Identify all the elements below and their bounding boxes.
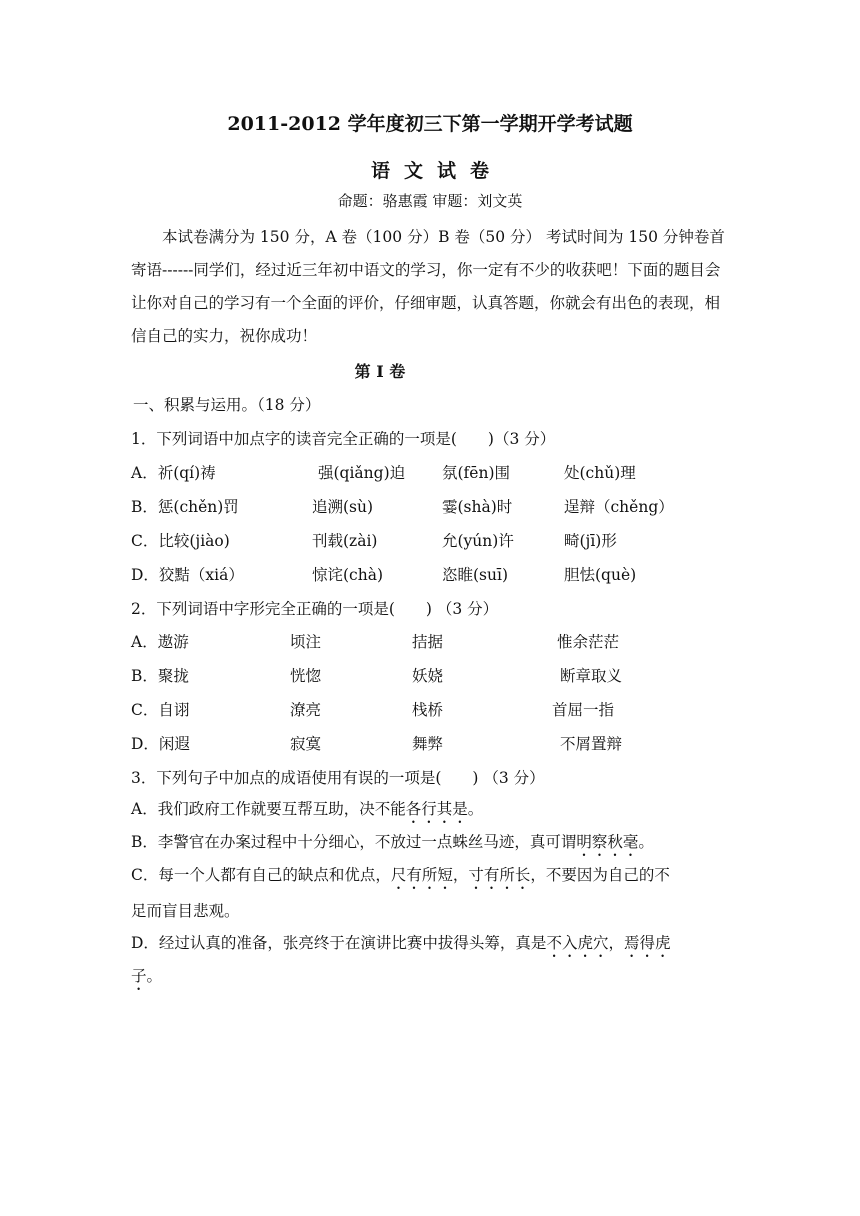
q3-option-a-idiom: 各行其是 (405, 800, 468, 818)
q2-option-a-2: 顷注 (290, 633, 322, 651)
q3-option-c-comma: ， (452, 866, 469, 884)
q3-option-d-text: D．经过认真的准备，张亮终于在演讲比赛中拔得头筹，真是 (131, 934, 547, 952)
q3-option-b-idiom: 明察秋毫 (576, 833, 639, 851)
q3-option-d (131, 931, 670, 961)
q2-option-b-2: 恍惚 (290, 667, 322, 685)
q3-option-d-idiom-2: 焉得虎 (623, 934, 671, 952)
q2-option-b-4: 断章取义 (560, 667, 623, 685)
q1-option-b-1: B．惩(chěn)罚 (131, 498, 239, 516)
q1-option-d-1: D．狡黠（xiá） (131, 566, 244, 584)
q3-option-b (131, 830, 654, 860)
q3-option-b-end: 。 (638, 833, 654, 851)
q3-option-a-end: 。 (467, 800, 484, 818)
q1-option-a-4: 处(chǔ)理 (564, 464, 636, 482)
q2-option-c-4: 首屈一指 (552, 701, 615, 719)
q2-option-d-1: D．闲遐 (131, 735, 190, 753)
q3-option-c-continued: 足而盲目悲观。 (131, 902, 240, 920)
part-title: 第 I 卷 (354, 362, 406, 381)
q3-option-c-text: C．每一个人都有自己的缺点和优点， (131, 866, 391, 884)
q3-option-a (131, 797, 483, 827)
q1-option-c-4: 畸(jī)形 (564, 532, 617, 550)
intro-text: 本试卷满分为 150 分，A 卷（100 分）B 卷（50 分） 考试时间为 150 分钟卷首寄语------同学们，经过近三年初中语文的学习，你一定有不少的收获吧！下面的题目会让你对自己的学习有一个全面的评价，仔细审题，认真答题，你就会有出色的表现，相信自己的实力，祝你成功！ (131, 228, 725, 345)
q2-option-c-3: 栈桥 (412, 701, 444, 719)
q1-option-a-2: 强(qiǎng)迫 (318, 464, 406, 482)
q1-option-a-1: A．祈(qí)祷 (131, 464, 216, 482)
q2-stem: 2．下列词语中字形完全正确的一项是( ) （3 分） (131, 600, 499, 618)
q1-option-c-3: 允(yún)许 (442, 532, 514, 550)
q2-option-b-3: 妖娆 (412, 667, 444, 685)
q3-stem: 3．下列句子中加点的成语使用有误的一项是( ) （3 分） (131, 769, 545, 787)
page-title: 2011-2012 学年度初三下第一学期开学考试题 (227, 113, 633, 135)
intro-paragraph (131, 221, 731, 353)
q2-option-d-3: 舞弊 (412, 735, 444, 753)
section-title: 一、积累与运用。（18 分） (133, 396, 321, 414)
q3-option-d-comma: ， (608, 934, 624, 952)
q2-option-c-2: 潦亮 (290, 701, 322, 719)
q3-option-c (131, 863, 670, 893)
q3-option-c-idiom-2: 寸有所长 (468, 866, 531, 884)
q2-option-b-1: B．聚拢 (131, 667, 189, 685)
q3-option-c-idiom-1: 尺有所短 (390, 866, 453, 884)
q1-option-b-4: 逞辩（chěng） (564, 498, 674, 516)
q2-option-a-3: 拮据 (412, 633, 444, 651)
q2-option-a-1: A．遨游 (131, 633, 189, 651)
q1-option-b-2: 追溯(sù) (312, 498, 374, 516)
q1-stem: 1．下列词语中加点字的读音完全正确的一项是( )（3 分） (131, 430, 556, 448)
q2-option-c-1: C．自诩 (131, 701, 190, 719)
q3-option-d-idiom-1: 不入虎穴 (546, 934, 609, 952)
q2-option-a-4: 惟余茫茫 (557, 633, 620, 651)
q3-option-c-rest: ，不要因为自己的不 (530, 866, 670, 884)
q1-option-c-2: 刊载(zài) (312, 532, 378, 550)
q2-option-d-2: 寂寞 (290, 735, 322, 753)
q1-option-d-4: 胆怯(què) (564, 566, 637, 584)
q3-option-b-text: B．李警官在办案过程中十分细心，不放过一点蛛丝马迹，真可谓 (131, 833, 577, 851)
q1-option-d-3: 恣睢(suī) (442, 566, 508, 584)
q1-option-d-2: 惊诧(chà) (312, 566, 383, 584)
q1-option-c-1: C．比较(jiào) (131, 532, 230, 550)
q3-option-d-continued (131, 964, 162, 994)
paper-subtitle: 语文试卷 (370, 160, 503, 182)
q3-option-d-idiom-2-end: 子 (131, 967, 147, 985)
q1-option-a-3: 氛(fēn)围 (442, 464, 510, 482)
q2-option-d-4: 不屑置辩 (560, 735, 623, 753)
q3-option-a-text: A．我们政府工作就要互帮互助，决不能 (131, 800, 406, 818)
q1-option-b-3: 霎(shà)时 (442, 498, 513, 516)
credits-line: 命题：骆惠霞 审题：刘文英 (337, 192, 523, 210)
q3-option-d-end: 。 (146, 967, 163, 985)
